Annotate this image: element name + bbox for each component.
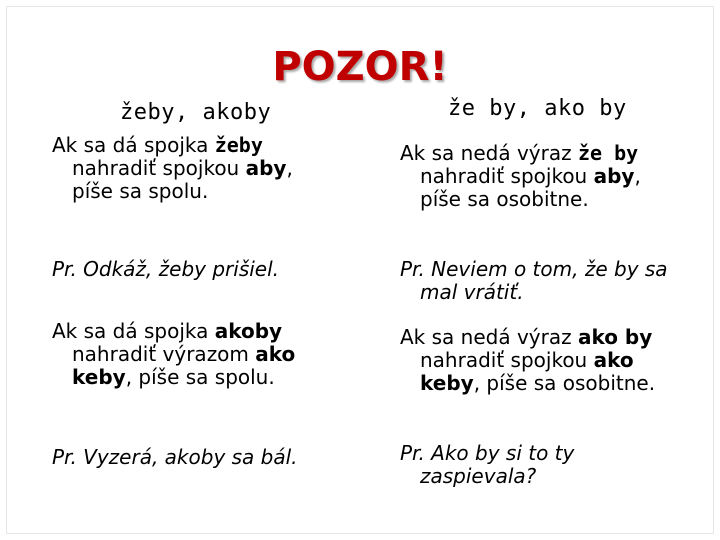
right-rule-1 <box>400 142 641 211</box>
left-example-2: Pr. Vyzerá, akoby sa bál. <box>52 445 298 469</box>
right-rule-2-line-2: nahradiť spojkou ako <box>420 348 634 372</box>
left-rule-1 <box>52 134 293 203</box>
left-rule-2-line-2: nahradiť výrazom ako <box>72 342 296 366</box>
right-example-1: Pr. Neviem o tom, že by sa mal vrátiť. <box>400 257 668 304</box>
left-rule-2-line-3: keby, píše sa spolu. <box>72 365 275 389</box>
right-rule-1-line-1: Ak sa nedá výraz že by <box>400 141 639 165</box>
right-rule-2-line-1: Ak sa nedá výraz ako by <box>400 325 653 349</box>
left-rule-2 <box>52 320 295 389</box>
right-heading: že by, ako by <box>448 96 627 121</box>
left-rule-1-line-2: nahradiť spojkou aby, <box>72 156 293 180</box>
right-rule-2 <box>400 326 655 395</box>
right-rule-2-line-3: keby, píše sa osobitne. <box>420 371 656 395</box>
left-rule-2-line-1: Ak sa dá spojka akoby <box>52 319 283 343</box>
right-rule-1-line-2: nahradiť spojkou aby, <box>420 164 641 188</box>
left-rule-1-line-1: Ak sa dá spojka žeby <box>52 133 263 157</box>
left-rule-1-line-3: píše sa spolu. <box>72 179 209 203</box>
left-heading: žeby, akoby <box>120 100 272 125</box>
right-example-2: Pr. Ako by si to ty zaspievala? <box>400 441 575 488</box>
right-rule-1-line-3: píše sa osobitne. <box>420 187 589 211</box>
left-example-1: Pr. Odkáž, žeby prišiel. <box>52 257 280 281</box>
slide-title: POZOR! <box>272 44 448 90</box>
